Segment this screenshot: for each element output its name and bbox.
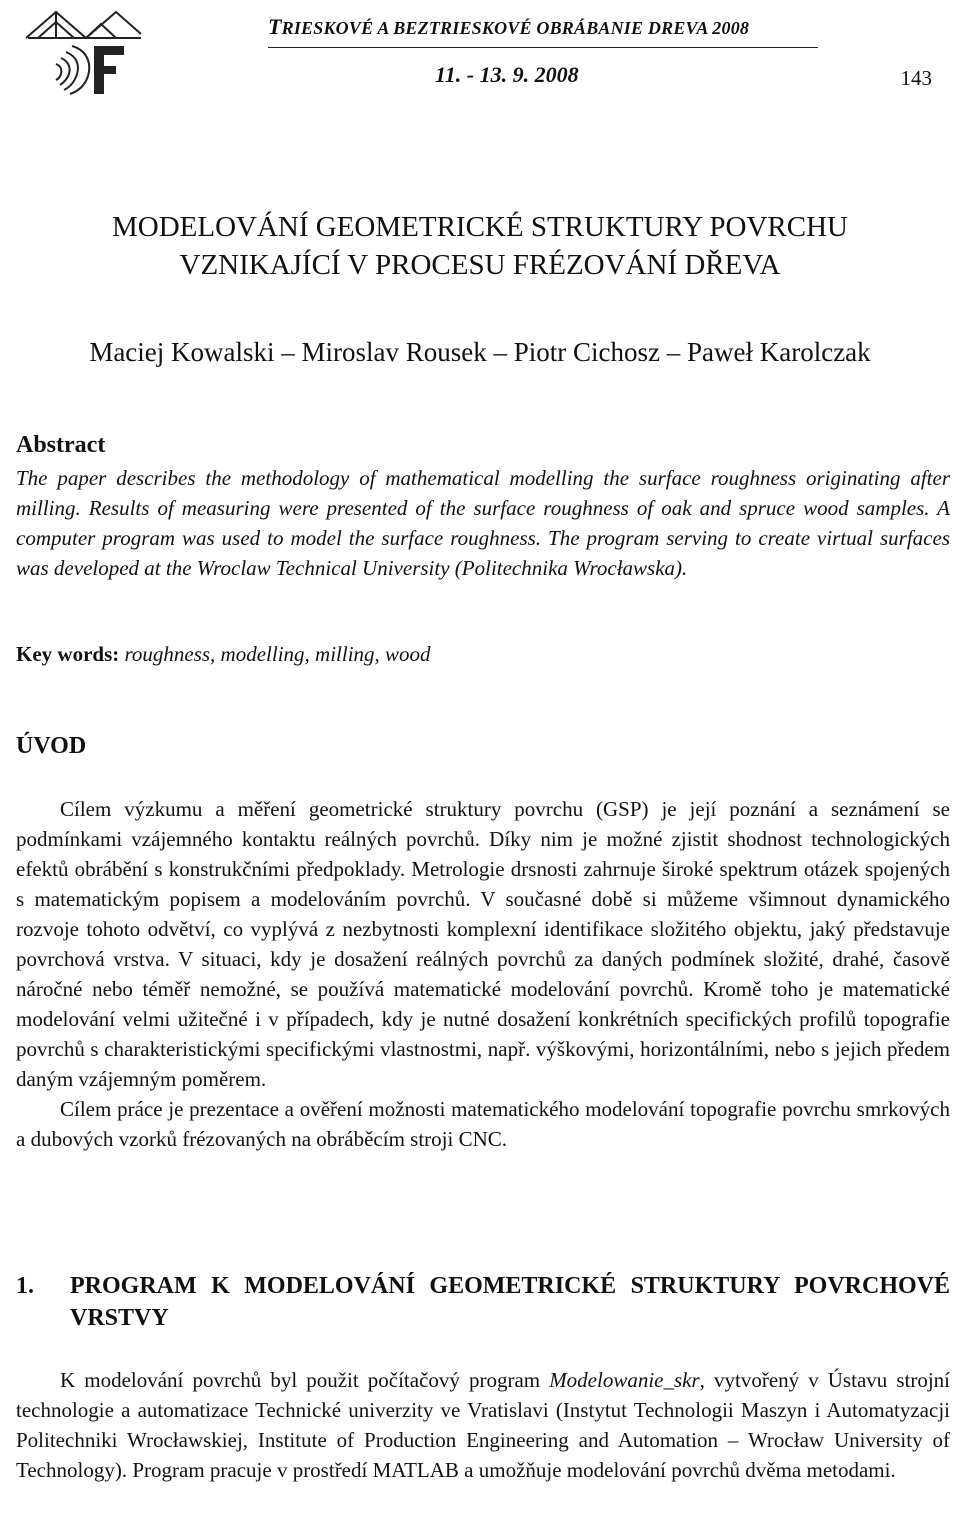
paper-title-line-2: VZNIKAJÍCÍ V PROCESU FRÉZOVÁNÍ DŘEVA: [179, 249, 781, 281]
section-1-text-before: K modelování povrchů byl použit počítačový program: [60, 1368, 550, 1392]
section-1-text-after: , vytvořený v Ústavu strojní technologie a automatizace Technické univerzity ve Vratislavi (Instytut Technologii Maszyn i Automatyzacji Politechniki Wrocławskiej, Institute of Production Engineering and Automation – Wrocław University of Technology). Program pracuje v prostředí MATLAB a umožňuje modelování povrchů dvěma metodami.: [16, 1368, 950, 1482]
header-divider: [268, 47, 818, 48]
keywords-values: roughness, modelling, milling, wood: [119, 642, 431, 666]
section-1-body: [16, 1365, 950, 1485]
intro-paragraph-2: Cílem práce je prezentace a ověření možnosti matematického modelování topografie povrchu smrkových a dubových vzorků frézovaných na obráběcím stroji CNC.: [16, 1097, 950, 1151]
paper-title-line-1: MODELOVÁNÍ GEOMETRICKÉ STRUKTURY POVRCHU: [111, 211, 849, 243]
page-header: [0, 0, 960, 100]
section-heading-1: [16, 1270, 950, 1334]
conference-dates: 11. - 13. 9. 2008: [435, 62, 579, 87]
keywords: [16, 642, 431, 667]
paper-authors: Maciej Kowalski – Miroslav Rousek – Piotr Cichosz – Paweł Karolczak: [89, 337, 871, 367]
intro-body: [16, 794, 950, 1154]
paper-title: [0, 208, 960, 284]
section-heading-intro: ÚVOD: [16, 733, 87, 759]
conference-title: [268, 14, 749, 40]
abstract-heading: Abstract: [16, 432, 106, 458]
conference-title-initial: T: [268, 14, 282, 39]
conference-title-rest: RIESKOVÉ A BEZTRIESKOVÉ OBRÁBANIE DREVA 2008: [281, 18, 750, 38]
section-1-paragraph: [16, 1365, 950, 1485]
page-number: 143: [900, 66, 932, 90]
section-1-title: PROGRAM K MODELOVÁNÍ GEOMETRICKÉ STRUKTURY POVRCHOVÉ VRSTVY: [70, 1273, 950, 1331]
program-name: Modelowanie_skr: [549, 1368, 700, 1392]
abstract-text: The paper describes the methodology of mathematical modelling the surface roughness originating after milling. Results of measuring were presented of the surface roughness of oak and spruce wood samples. A computer program was used to model the surface roughness. The program serving to create virtual surfaces was developed at the Wroclaw Technical University (Politechnika Wrocławska).: [16, 466, 950, 580]
section-1-number: 1.: [16, 1273, 34, 1299]
keywords-label: Key words:: [16, 642, 120, 666]
conference-logo-icon: [16, 6, 146, 96]
intro-paragraph-1: Cílem výzkumu a měření geometrické struktury povrchu (GSP) je její poznání a seznámení se podmínkami vzájemného kontaktu reálných povrchů. Díky nim je možné zjistit shodnost technologických efektů obrábění s konstrukčními předpoklady. Metrologie drsnosti zahrnuje široké spektrum otázek spojených s matematickým popisem a modelováním povrchů. V současné době si můžeme všimnout dynamického rozvoje tohoto odvětví, co vyplývá z nezbytnosti komplexní identifikace složitého objektu, jaký představuje povrchová vrstva. V situaci, kdy je dosažení reálných povrchů za daných podmínek složité, drahé, časově náročné nebo téměř nemožné, se používá matematické modelování povrchů. Kromě toho je matematické modelování velmi užitečné i v případech, kdy je nutné dosažení konkrétních specifických profilů topografie povrchů s charakteristickými specifickými vlastnostmi, např. výškovými, horizontálními, nebo s jejich předem daným vzájemným poměrem.: [16, 797, 950, 1091]
